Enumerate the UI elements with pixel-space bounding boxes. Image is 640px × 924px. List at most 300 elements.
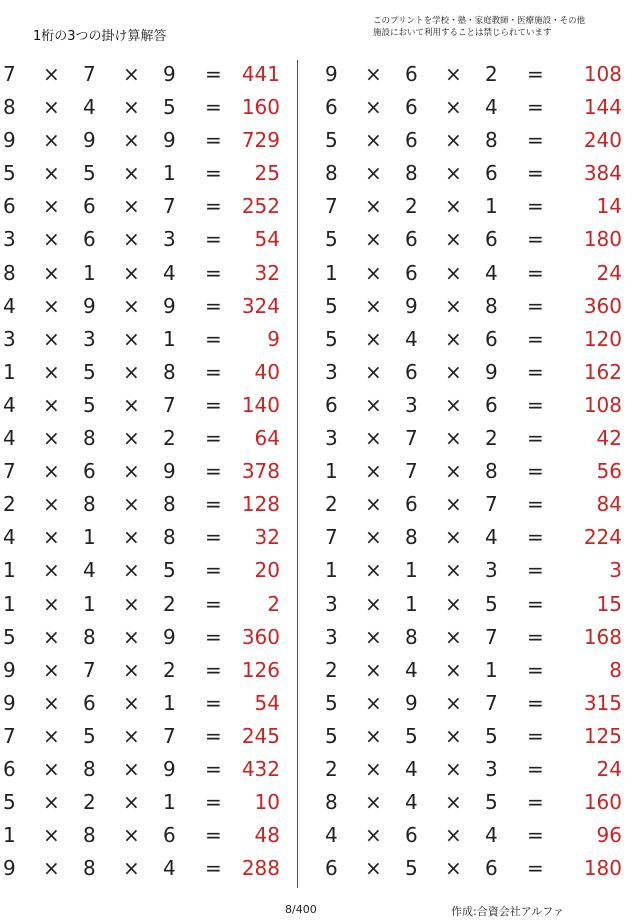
- times-sign: ×: [123, 558, 140, 583]
- operand-b: 4: [405, 657, 418, 682]
- equals-sign: =: [527, 194, 544, 219]
- operand-b: 1: [83, 260, 96, 285]
- times-sign: ×: [43, 227, 60, 252]
- times-sign: ×: [123, 492, 140, 517]
- times-sign: ×: [445, 161, 462, 186]
- operand-c: 9: [163, 293, 176, 318]
- times-sign: ×: [365, 823, 382, 848]
- operand-a: 3: [325, 359, 338, 384]
- equals-sign: =: [205, 690, 222, 715]
- equals-sign: =: [527, 558, 544, 583]
- times-sign: ×: [445, 293, 462, 318]
- operand-b: 8: [405, 525, 418, 550]
- operand-a: 5: [3, 624, 16, 649]
- answer-value: 441: [241, 62, 280, 86]
- answer-value: 84: [596, 492, 622, 517]
- problem-row: [0, 91, 300, 124]
- answer-value: 24: [596, 260, 622, 285]
- operand-a: 3: [325, 591, 338, 616]
- operand-c: 2: [485, 426, 498, 451]
- times-sign: ×: [43, 657, 60, 682]
- times-sign: ×: [365, 657, 382, 682]
- times-sign: ×: [43, 756, 60, 781]
- operand-a: 9: [3, 128, 16, 153]
- operand-a: 7: [325, 525, 338, 550]
- operand-c: 8: [485, 459, 498, 484]
- answer-value: 160: [583, 790, 622, 815]
- problem-row: [322, 753, 622, 786]
- times-sign: ×: [445, 823, 462, 848]
- answer-value: 3: [609, 558, 622, 583]
- operand-c: 1: [485, 194, 498, 219]
- times-sign: ×: [123, 128, 140, 153]
- times-sign: ×: [365, 624, 382, 649]
- times-sign: ×: [43, 128, 60, 153]
- operand-b: 5: [83, 392, 96, 417]
- operand-c: 3: [163, 227, 176, 252]
- operand-a: 5: [3, 790, 16, 815]
- operand-c: 8: [163, 359, 176, 384]
- problem-row: [322, 786, 622, 819]
- operand-a: 3: [3, 326, 16, 351]
- operand-b: 4: [83, 558, 96, 583]
- answer-value: 384: [583, 161, 622, 186]
- equals-sign: =: [527, 359, 544, 384]
- operand-c: 5: [485, 591, 498, 616]
- equals-sign: =: [205, 293, 222, 318]
- problem-row: [322, 588, 622, 621]
- answer-value: 245: [241, 723, 280, 748]
- answer-value: 32: [254, 260, 280, 285]
- operand-b: 5: [83, 359, 96, 384]
- times-sign: ×: [445, 558, 462, 583]
- problem-row: [0, 621, 300, 654]
- times-sign: ×: [365, 392, 382, 417]
- operand-b: 8: [405, 161, 418, 186]
- problem-row: [322, 190, 622, 223]
- problem-row: [0, 554, 300, 587]
- operand-b: 9: [405, 690, 418, 715]
- operand-b: 4: [405, 756, 418, 781]
- operand-b: 6: [405, 227, 418, 252]
- operand-a: 2: [325, 756, 338, 781]
- times-sign: ×: [445, 260, 462, 285]
- answer-value: 288: [241, 856, 280, 881]
- operand-c: 1: [485, 657, 498, 682]
- answer-value: 224: [583, 525, 622, 550]
- problem-row: [0, 223, 300, 256]
- equals-sign: =: [527, 227, 544, 252]
- times-sign: ×: [365, 756, 382, 781]
- operand-a: 1: [325, 558, 338, 583]
- problem-row: [322, 654, 622, 687]
- answer-value: 54: [254, 690, 280, 715]
- times-sign: ×: [445, 128, 462, 153]
- operand-c: 4: [485, 95, 498, 120]
- times-sign: ×: [445, 392, 462, 417]
- times-sign: ×: [123, 823, 140, 848]
- answer-value: 162: [583, 359, 622, 384]
- equals-sign: =: [205, 790, 222, 815]
- operand-c: 6: [485, 161, 498, 186]
- equals-sign: =: [527, 62, 544, 86]
- problem-row: [322, 157, 622, 190]
- operand-c: 2: [163, 657, 176, 682]
- operand-b: 4: [405, 790, 418, 815]
- operand-b: 8: [83, 756, 96, 781]
- problem-row: [0, 157, 300, 190]
- times-sign: ×: [365, 790, 382, 815]
- operand-c: 8: [163, 525, 176, 550]
- times-sign: ×: [445, 227, 462, 252]
- times-sign: ×: [445, 492, 462, 517]
- operand-b: 6: [405, 128, 418, 153]
- operand-a: 9: [325, 62, 338, 86]
- answer-value: 20: [254, 558, 280, 583]
- operand-a: 1: [325, 459, 338, 484]
- problem-row: [0, 654, 300, 687]
- equals-sign: =: [205, 426, 222, 451]
- problem-row: [322, 422, 622, 455]
- problem-row: [322, 720, 622, 753]
- operand-a: 8: [3, 95, 16, 120]
- operand-a: 5: [325, 690, 338, 715]
- operand-c: 7: [163, 392, 176, 417]
- answer-value: 25: [254, 161, 280, 186]
- operand-b: 6: [83, 690, 96, 715]
- times-sign: ×: [43, 426, 60, 451]
- operand-b: 4: [83, 95, 96, 120]
- problem-row: [322, 323, 622, 356]
- operand-a: 5: [325, 293, 338, 318]
- times-sign: ×: [365, 426, 382, 451]
- problem-row: [0, 588, 300, 621]
- equals-sign: =: [527, 459, 544, 484]
- times-sign: ×: [445, 426, 462, 451]
- equals-sign: =: [205, 326, 222, 351]
- operand-a: 3: [325, 426, 338, 451]
- answer-value: 14: [596, 194, 622, 219]
- operand-b: 2: [405, 194, 418, 219]
- times-sign: ×: [445, 690, 462, 715]
- answer-value: 54: [254, 227, 280, 252]
- problem-row: [322, 521, 622, 554]
- operand-b: 5: [405, 723, 418, 748]
- operand-b: 1: [405, 558, 418, 583]
- operand-b: 6: [405, 62, 418, 86]
- operand-b: 9: [83, 128, 96, 153]
- times-sign: ×: [123, 326, 140, 351]
- times-sign: ×: [445, 756, 462, 781]
- times-sign: ×: [123, 161, 140, 186]
- problem-row: [322, 58, 622, 91]
- operand-a: 4: [3, 426, 16, 451]
- answer-value: 144: [583, 95, 622, 120]
- times-sign: ×: [123, 260, 140, 285]
- times-sign: ×: [365, 558, 382, 583]
- problem-row: [0, 389, 300, 422]
- times-sign: ×: [445, 62, 462, 86]
- answer-value: 64: [254, 426, 280, 451]
- operand-c: 8: [485, 293, 498, 318]
- operand-c: 9: [163, 624, 176, 649]
- operand-a: 4: [3, 525, 16, 550]
- equals-sign: =: [527, 657, 544, 682]
- operand-c: 6: [485, 392, 498, 417]
- equals-sign: =: [205, 161, 222, 186]
- problem-row: [0, 124, 300, 157]
- usage-notice-line: 施設において利用することは禁じられています: [373, 28, 552, 38]
- operand-c: 9: [163, 62, 176, 86]
- problem-row: [0, 488, 300, 521]
- operand-c: 1: [163, 790, 176, 815]
- equals-sign: =: [527, 790, 544, 815]
- operand-c: 6: [485, 227, 498, 252]
- operand-b: 3: [83, 326, 96, 351]
- answer-value: 315: [583, 690, 622, 715]
- operand-a: 8: [3, 260, 16, 285]
- problem-row: [322, 455, 622, 488]
- times-sign: ×: [43, 525, 60, 550]
- equals-sign: =: [205, 459, 222, 484]
- operand-b: 4: [405, 326, 418, 351]
- operand-b: 6: [83, 227, 96, 252]
- author-credit: 作成:合資会社アルファ: [451, 905, 565, 918]
- operand-a: 6: [3, 194, 16, 219]
- answer-value: 8: [609, 657, 622, 682]
- operand-a: 9: [3, 657, 16, 682]
- operand-a: 1: [3, 591, 16, 616]
- answer-value: 40: [254, 359, 280, 384]
- times-sign: ×: [365, 95, 382, 120]
- problem-row: [0, 257, 300, 290]
- operand-a: 3: [325, 624, 338, 649]
- answer-value: 160: [241, 95, 280, 120]
- operand-a: 3: [3, 227, 16, 252]
- operand-a: 7: [3, 723, 16, 748]
- operand-b: 8: [83, 492, 96, 517]
- operand-b: 6: [405, 359, 418, 384]
- operand-b: 1: [83, 591, 96, 616]
- equals-sign: =: [205, 194, 222, 219]
- operand-b: 2: [83, 790, 96, 815]
- operand-c: 7: [163, 723, 176, 748]
- problem-row: [322, 257, 622, 290]
- operand-a: 6: [325, 392, 338, 417]
- equals-sign: =: [527, 756, 544, 781]
- answer-value: 24: [596, 756, 622, 781]
- operand-b: 8: [83, 426, 96, 451]
- times-sign: ×: [365, 492, 382, 517]
- equals-sign: =: [205, 723, 222, 748]
- times-sign: ×: [123, 624, 140, 649]
- operand-a: 1: [3, 558, 16, 583]
- operand-c: 4: [163, 856, 176, 881]
- operand-b: 6: [405, 260, 418, 285]
- times-sign: ×: [365, 591, 382, 616]
- operand-a: 2: [325, 657, 338, 682]
- times-sign: ×: [123, 723, 140, 748]
- equals-sign: =: [205, 359, 222, 384]
- operand-c: 9: [163, 459, 176, 484]
- equals-sign: =: [527, 723, 544, 748]
- operand-b: 7: [405, 459, 418, 484]
- answer-value: 378: [241, 459, 280, 484]
- operand-c: 9: [163, 128, 176, 153]
- times-sign: ×: [365, 62, 382, 86]
- times-sign: ×: [43, 194, 60, 219]
- equals-sign: =: [527, 293, 544, 318]
- operand-a: 5: [325, 227, 338, 252]
- times-sign: ×: [43, 591, 60, 616]
- equals-sign: =: [205, 260, 222, 285]
- times-sign: ×: [445, 790, 462, 815]
- answer-value: 180: [583, 227, 622, 252]
- times-sign: ×: [123, 756, 140, 781]
- times-sign: ×: [43, 558, 60, 583]
- operand-a: 4: [325, 823, 338, 848]
- operand-a: 5: [325, 128, 338, 153]
- operand-c: 8: [485, 128, 498, 153]
- operand-b: 1: [83, 525, 96, 550]
- times-sign: ×: [365, 260, 382, 285]
- operand-b: 6: [405, 95, 418, 120]
- problem-row: [322, 852, 622, 885]
- operand-a: 5: [325, 723, 338, 748]
- operand-c: 4: [485, 260, 498, 285]
- operand-a: 5: [3, 161, 16, 186]
- operand-a: 7: [3, 62, 16, 86]
- operand-b: 8: [83, 856, 96, 881]
- equals-sign: =: [205, 756, 222, 781]
- operand-b: 7: [405, 426, 418, 451]
- times-sign: ×: [445, 591, 462, 616]
- operand-a: 4: [3, 293, 16, 318]
- times-sign: ×: [123, 62, 140, 86]
- equals-sign: =: [205, 227, 222, 252]
- problem-row: [0, 786, 300, 819]
- operand-c: 3: [485, 558, 498, 583]
- operand-a: 2: [3, 492, 16, 517]
- equals-sign: =: [527, 392, 544, 417]
- times-sign: ×: [123, 426, 140, 451]
- answer-value: 125: [583, 723, 622, 748]
- times-sign: ×: [43, 723, 60, 748]
- answer-value: 32: [254, 525, 280, 550]
- times-sign: ×: [123, 359, 140, 384]
- times-sign: ×: [445, 624, 462, 649]
- operand-a: 1: [325, 260, 338, 285]
- operand-a: 1: [3, 823, 16, 848]
- equals-sign: =: [527, 161, 544, 186]
- operand-b: 8: [405, 624, 418, 649]
- times-sign: ×: [123, 194, 140, 219]
- operand-a: 7: [3, 459, 16, 484]
- operand-b: 9: [405, 293, 418, 318]
- times-sign: ×: [123, 525, 140, 550]
- operand-a: 4: [3, 392, 16, 417]
- page-number: 8/400: [285, 903, 317, 916]
- equals-sign: =: [527, 260, 544, 285]
- operand-c: 5: [485, 790, 498, 815]
- times-sign: ×: [445, 723, 462, 748]
- times-sign: ×: [123, 856, 140, 881]
- times-sign: ×: [43, 790, 60, 815]
- equals-sign: =: [527, 326, 544, 351]
- usage-notice-line: このプリントを学校・塾・家庭教師・医療施設・その他: [373, 16, 586, 26]
- answer-value: 108: [583, 62, 622, 86]
- times-sign: ×: [365, 227, 382, 252]
- operand-b: 6: [405, 492, 418, 517]
- times-sign: ×: [123, 459, 140, 484]
- right-problem-column: [322, 58, 622, 885]
- operand-b: 6: [405, 823, 418, 848]
- answer-value: 15: [596, 591, 622, 616]
- times-sign: ×: [43, 359, 60, 384]
- answer-value: 108: [583, 392, 622, 417]
- problem-row: [322, 290, 622, 323]
- times-sign: ×: [365, 723, 382, 748]
- operand-a: 6: [325, 856, 338, 881]
- operand-c: 1: [163, 161, 176, 186]
- equals-sign: =: [527, 856, 544, 881]
- operand-c: 1: [163, 690, 176, 715]
- answer-value: 180: [583, 856, 622, 881]
- operand-c: 7: [485, 492, 498, 517]
- operand-c: 5: [485, 723, 498, 748]
- problem-row: [0, 521, 300, 554]
- answer-value: 96: [596, 823, 622, 848]
- times-sign: ×: [445, 359, 462, 384]
- equals-sign: =: [527, 426, 544, 451]
- operand-c: 6: [485, 326, 498, 351]
- operand-c: 4: [485, 525, 498, 550]
- equals-sign: =: [527, 492, 544, 517]
- times-sign: ×: [43, 161, 60, 186]
- problem-row: [0, 323, 300, 356]
- operand-a: 6: [325, 95, 338, 120]
- operand-a: 8: [325, 161, 338, 186]
- operand-c: 6: [485, 856, 498, 881]
- times-sign: ×: [43, 690, 60, 715]
- equals-sign: =: [205, 558, 222, 583]
- problem-row: [322, 356, 622, 389]
- times-sign: ×: [445, 95, 462, 120]
- operand-c: 7: [485, 690, 498, 715]
- operand-b: 7: [83, 62, 96, 86]
- equals-sign: =: [205, 95, 222, 120]
- operand-b: 7: [83, 657, 96, 682]
- operand-b: 1: [405, 591, 418, 616]
- operand-c: 5: [163, 95, 176, 120]
- times-sign: ×: [445, 326, 462, 351]
- times-sign: ×: [365, 856, 382, 881]
- operand-c: 7: [485, 624, 498, 649]
- equals-sign: =: [527, 624, 544, 649]
- times-sign: ×: [43, 492, 60, 517]
- operand-b: 5: [83, 161, 96, 186]
- operand-a: 5: [325, 326, 338, 351]
- problem-row: [322, 124, 622, 157]
- operand-b: 9: [83, 293, 96, 318]
- times-sign: ×: [365, 359, 382, 384]
- answer-value: 2: [267, 591, 280, 616]
- operand-c: 9: [485, 359, 498, 384]
- times-sign: ×: [43, 392, 60, 417]
- times-sign: ×: [365, 690, 382, 715]
- answer-value: 42: [596, 426, 622, 451]
- equals-sign: =: [527, 95, 544, 120]
